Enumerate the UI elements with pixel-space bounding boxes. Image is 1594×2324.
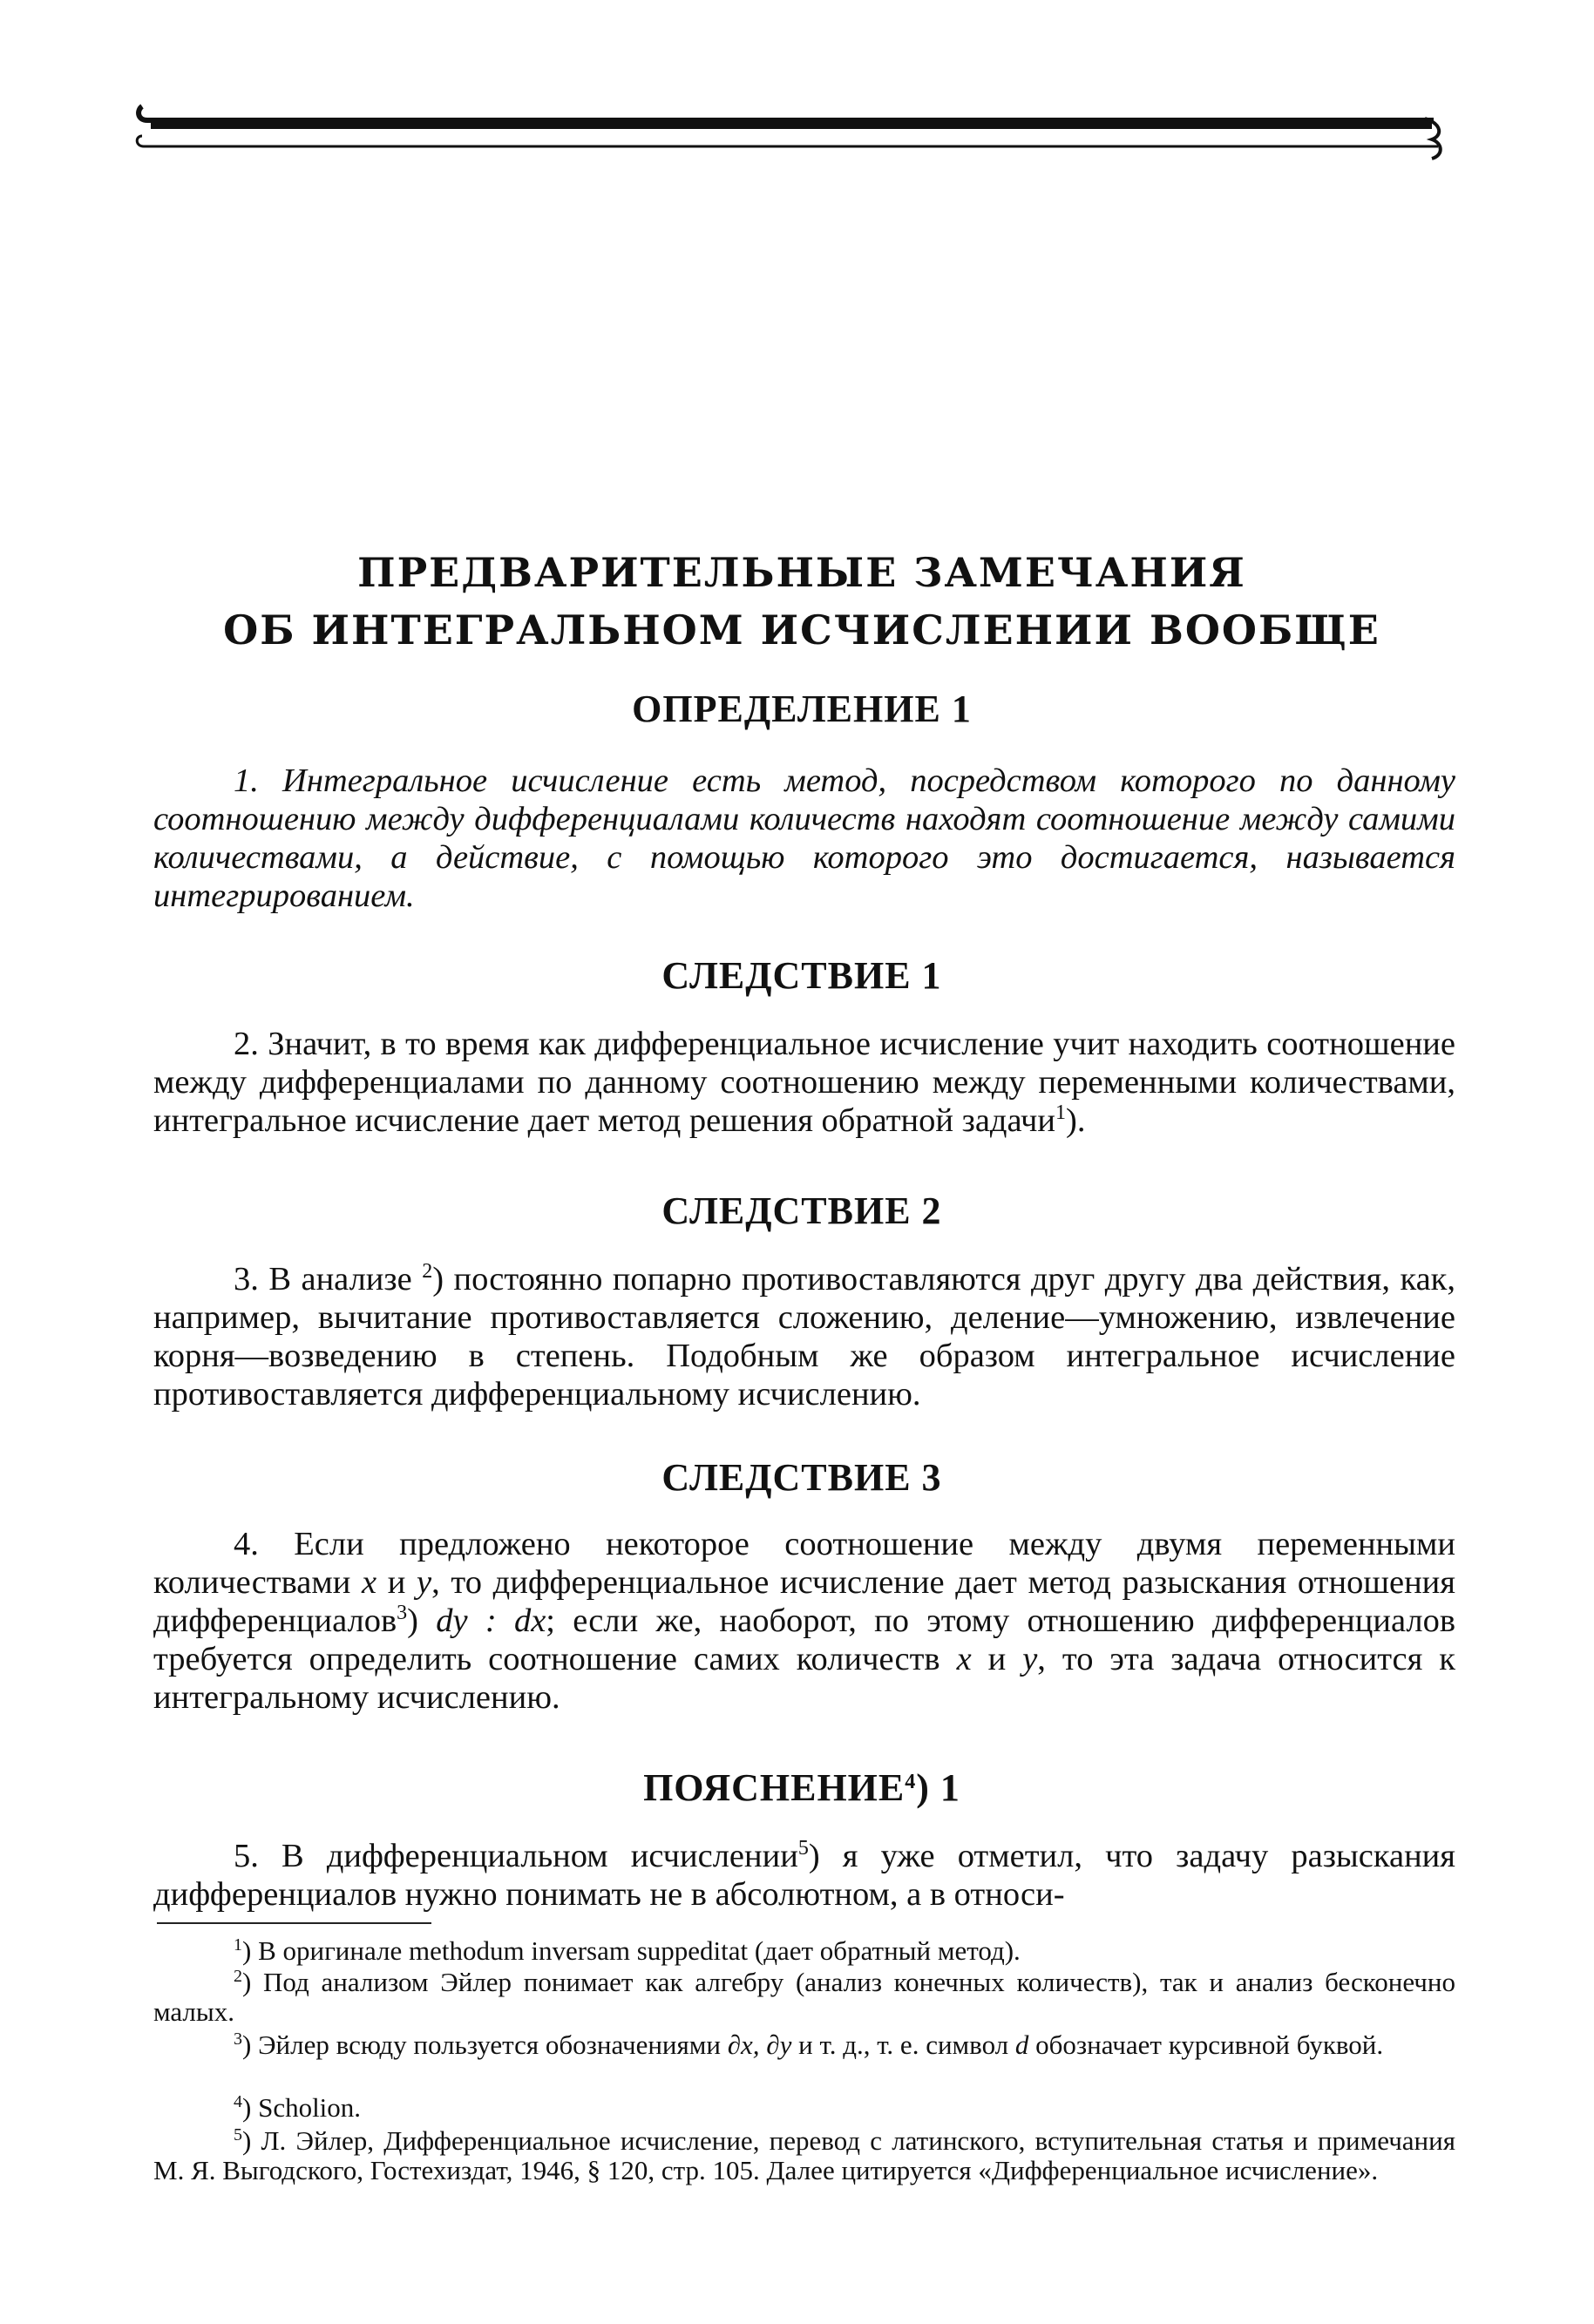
footnote-ref-4: 4 <box>905 1771 917 1793</box>
page-title-line-1: ПРЕДВАРИТЕЛЬНЫЕ ЗАМЕЧАНИЯ <box>357 549 1246 596</box>
corollary-3-heading: СЛЕДСТВИЕ 3 <box>661 1456 942 1499</box>
definition-1-heading: ОПРЕДЕЛЕНИЕ 1 <box>632 688 972 730</box>
decorative-header-rule <box>135 98 1447 167</box>
footnote-5: $^5$) Л. Эйлер, Дифференциальное исчисление, перевод с латинского, вступительная статья и примечания М. Я. Выгодского, Гостехиздат, 1946, § 120, стр. 105. Далее цитируется «Дифференциальное исчисление». <box>153 2125 1455 2185</box>
corollary-1-heading: СЛЕДСТВИЕ 1 <box>661 954 942 997</box>
footnote-3: $^3$) Эйлер всюду пользуется обозначениями ∂x, ∂y и т. д., т. е. символ d обозначает курсивной буквой. <box>234 2029 1384 2060</box>
corollary-3-text: 4. Если предложено некоторое соотношение между двумя переменными количествами x и y, то дифференциальное исчисление дает метод разыскания отношения дифференциалов$^3$) dy : dx; если же, наоборот, по этому отношению дифференциалов требуется определить соотношение самих количеств x и y, то эта задача относится к интегральному исчислению. <box>153 1526 1456 1716</box>
footnote-separator <box>157 1922 431 1924</box>
scholium-1-heading: ПОЯСНЕНИЕ$^4$) 1 <box>643 1766 960 1809</box>
footnote-4: $^4$) Scholion. <box>234 2092 362 2123</box>
definition-1-text: 1. Интегральное исчисление есть метод, посредством которого по данному соотношению между дифференциалами количеств находят соотношение между самими количествами, а действие, с помощью которого это достигается, называется интегрированием. <box>153 762 1455 914</box>
corollary-2-heading: СЛЕДСТВИЕ 2 <box>661 1189 942 1232</box>
footnote-ref-5: 5 <box>797 1837 809 1860</box>
footnote-ref-3: 3 <box>397 1602 408 1624</box>
footnote-ref-2: 2 <box>422 1260 433 1283</box>
corollary-2-text: 3. В анализе $^2$) постоянно попарно противоставляются друг другу два действия, как, например, вычитание противоставляется сложению, деление—умножению, извлечение корня—возведению в степень. Подобным же образом интегральное исчисление противоставляется дифференциальному исчислению. <box>153 1260 1455 1413</box>
footnote-1: $^1$) В оригинале methodum inversam suppeditat (дает обратный метод). <box>234 1935 1021 1966</box>
corollary-1-text: 2. Значит, в то время как дифференциальное исчисление учит находить соотношение между дифференциалами по данному соотношению между переменными количествами, интегральное исчисление дает метод решения обратной задачи$^1$). <box>153 1026 1455 1139</box>
page-title-line-2: ОБ ИНТЕГРАЛЬНОМ ИСЧИСЛЕНИИ ВООБЩЕ <box>223 606 1380 654</box>
footnote-2: $^2$) Под анализом Эйлер понимает как алгебру (анализ конечных количеств), так и анализ бесконечно малых. <box>153 1967 1455 2027</box>
scholium-1-text: 5. В дифференциальном исчислении$^5$) я уже отметил, что задачу разыскания дифференциалов нужно понимать не в абсолютном, а в относи- <box>153 1837 1455 1913</box>
footnote-ref-1: 1 <box>1055 1101 1067 1124</box>
